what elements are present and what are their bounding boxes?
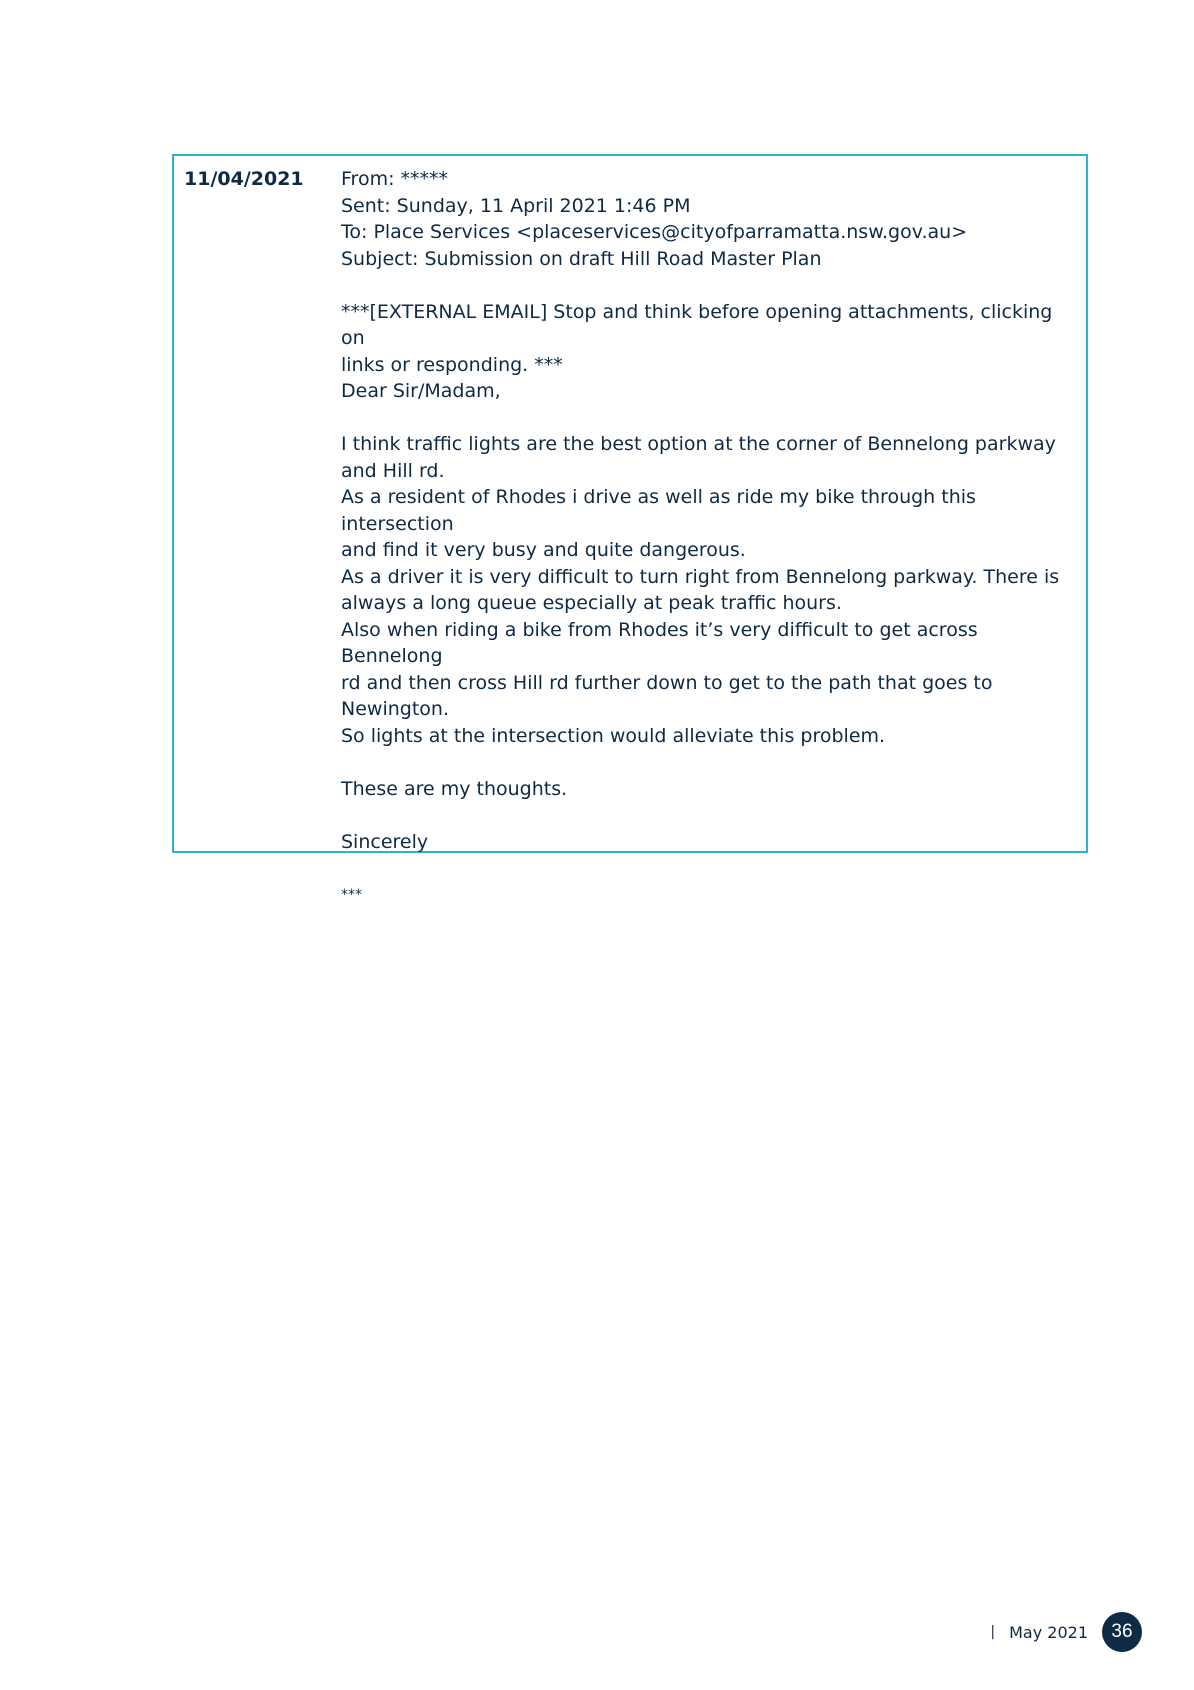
body-line: As a driver it is very difficult to turn right from Bennelong parkway. There is: [341, 565, 1060, 588]
signature: ***: [341, 886, 362, 903]
spacer: [341, 855, 1075, 882]
body-line: As a resident of Rhodes i drive as well as ride my bike through this intersection: [341, 486, 976, 535]
spacer: [341, 405, 1075, 432]
submission-date: 11/04/2021: [184, 168, 304, 190]
page-number-badge: 36: [1102, 1612, 1142, 1652]
email-sent: Sent: Sunday, 11 April 2021 1:46 PM: [341, 194, 691, 217]
submission-box: [172, 154, 1088, 903]
spacer: [341, 749, 1075, 776]
body-line: and find it very busy and quite dangerous.: [341, 539, 746, 561]
closing: Sincerely: [341, 830, 429, 853]
body-line: Newington.: [341, 698, 449, 720]
salutation: Dear Sir/Madam,: [341, 380, 501, 402]
email-content: [341, 166, 1075, 908]
email-subject: Subject: Submission on draft Hill Road Master Plan: [341, 247, 822, 270]
footer-divider: |: [990, 1624, 996, 1640]
body-line: rd and then cross Hill rd further down to get to the path that goes to: [341, 671, 993, 694]
email-from: From: *****: [341, 168, 449, 190]
body-line: and Hill rd.: [341, 459, 445, 482]
body-line: So lights at the intersection would alleviate this problem.: [341, 724, 886, 747]
spacer: [341, 802, 1075, 829]
email-to: To: Place Services <placeservices@cityofparramatta.nsw.gov.au>: [341, 221, 968, 243]
external-email-warning-line: links or responding. ***: [341, 353, 563, 376]
external-email-warning-line: ***[EXTERNAL EMAIL] Stop and think before opening attachments, clicking on: [341, 300, 1053, 349]
body-line: Also when riding a bike from Rhodes it’s very difficult to get across Bennelong: [341, 618, 978, 667]
footer-date: May 2021: [1009, 1622, 1088, 1642]
body-line: always a long queue especially at peak traffic hours.: [341, 592, 842, 614]
page-footer: [990, 1612, 1142, 1652]
thoughts-line: These are my thoughts.: [341, 777, 568, 800]
body-line: I think traffic lights are the best option at the corner of Bennelong parkway: [341, 433, 1056, 455]
spacer: [341, 272, 1075, 299]
